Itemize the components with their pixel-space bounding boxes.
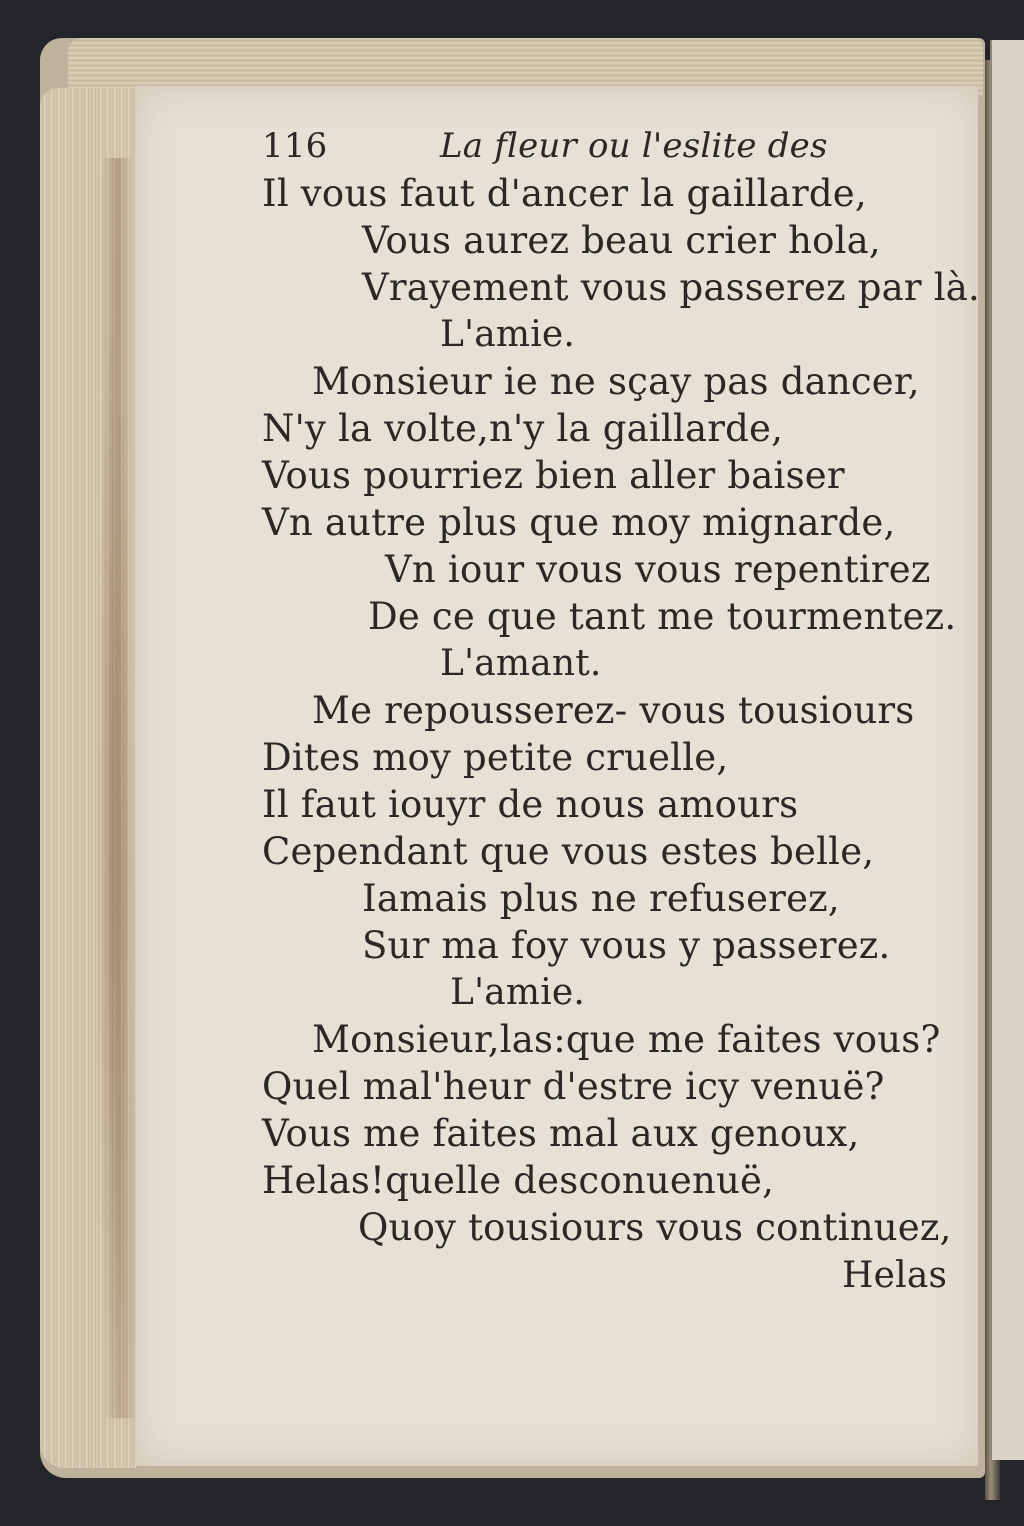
speaker-label: L'amie. — [440, 314, 576, 355]
verse-line: Dites moy petite cruelle, — [262, 736, 729, 779]
catchword: Helas — [842, 1255, 948, 1296]
verse-line: Vn autre plus que moy mignarde, — [262, 501, 896, 544]
verse-line: Sur ma foy vous y passerez. — [362, 924, 891, 967]
verse-line: N'y la volte,n'y la gaillarde, — [262, 407, 784, 450]
speaker-label: L'amant. — [440, 643, 602, 684]
verse-line: Il vous faut d'ancer la gaillarde, — [262, 172, 867, 215]
verse-line: Vn iour vous vous repentirez — [385, 548, 931, 591]
verse-line: Vous me faites mal aux genoux, — [262, 1112, 860, 1155]
verse-line: De ce que tant me tourmentez. — [368, 595, 957, 638]
verse-line: Iamais plus ne refuserez, — [362, 877, 840, 920]
verse-line: Quel mal'heur d'estre icy venuë? — [262, 1065, 885, 1108]
verse-line: Monsieur ie ne sçay pas dancer, — [312, 360, 920, 403]
verse-line: Il faut iouyr de nous amours — [262, 783, 799, 826]
verse-line: Monsieur,las:que me faites vous? — [312, 1018, 941, 1061]
verse-line: Cependant que vous estes belle, — [262, 830, 875, 873]
verse-line: Helas!quelle desconuenuë, — [262, 1159, 775, 1202]
verse-line: Quoy tousiours vous continuez, — [358, 1206, 952, 1249]
verse-line: Vrayement vous passerez par là. — [362, 266, 980, 309]
running-head: La fleur ou l'eslite des — [440, 126, 828, 166]
verse-line: Vous pourriez bien aller baiser — [262, 454, 845, 497]
page-number: 116 — [262, 126, 328, 166]
verse-line: Me repousserez- vous tousiours — [312, 689, 915, 732]
speaker-label: L'amie. — [450, 972, 586, 1013]
verse-line: Vous aurez beau crier hola, — [362, 219, 881, 262]
